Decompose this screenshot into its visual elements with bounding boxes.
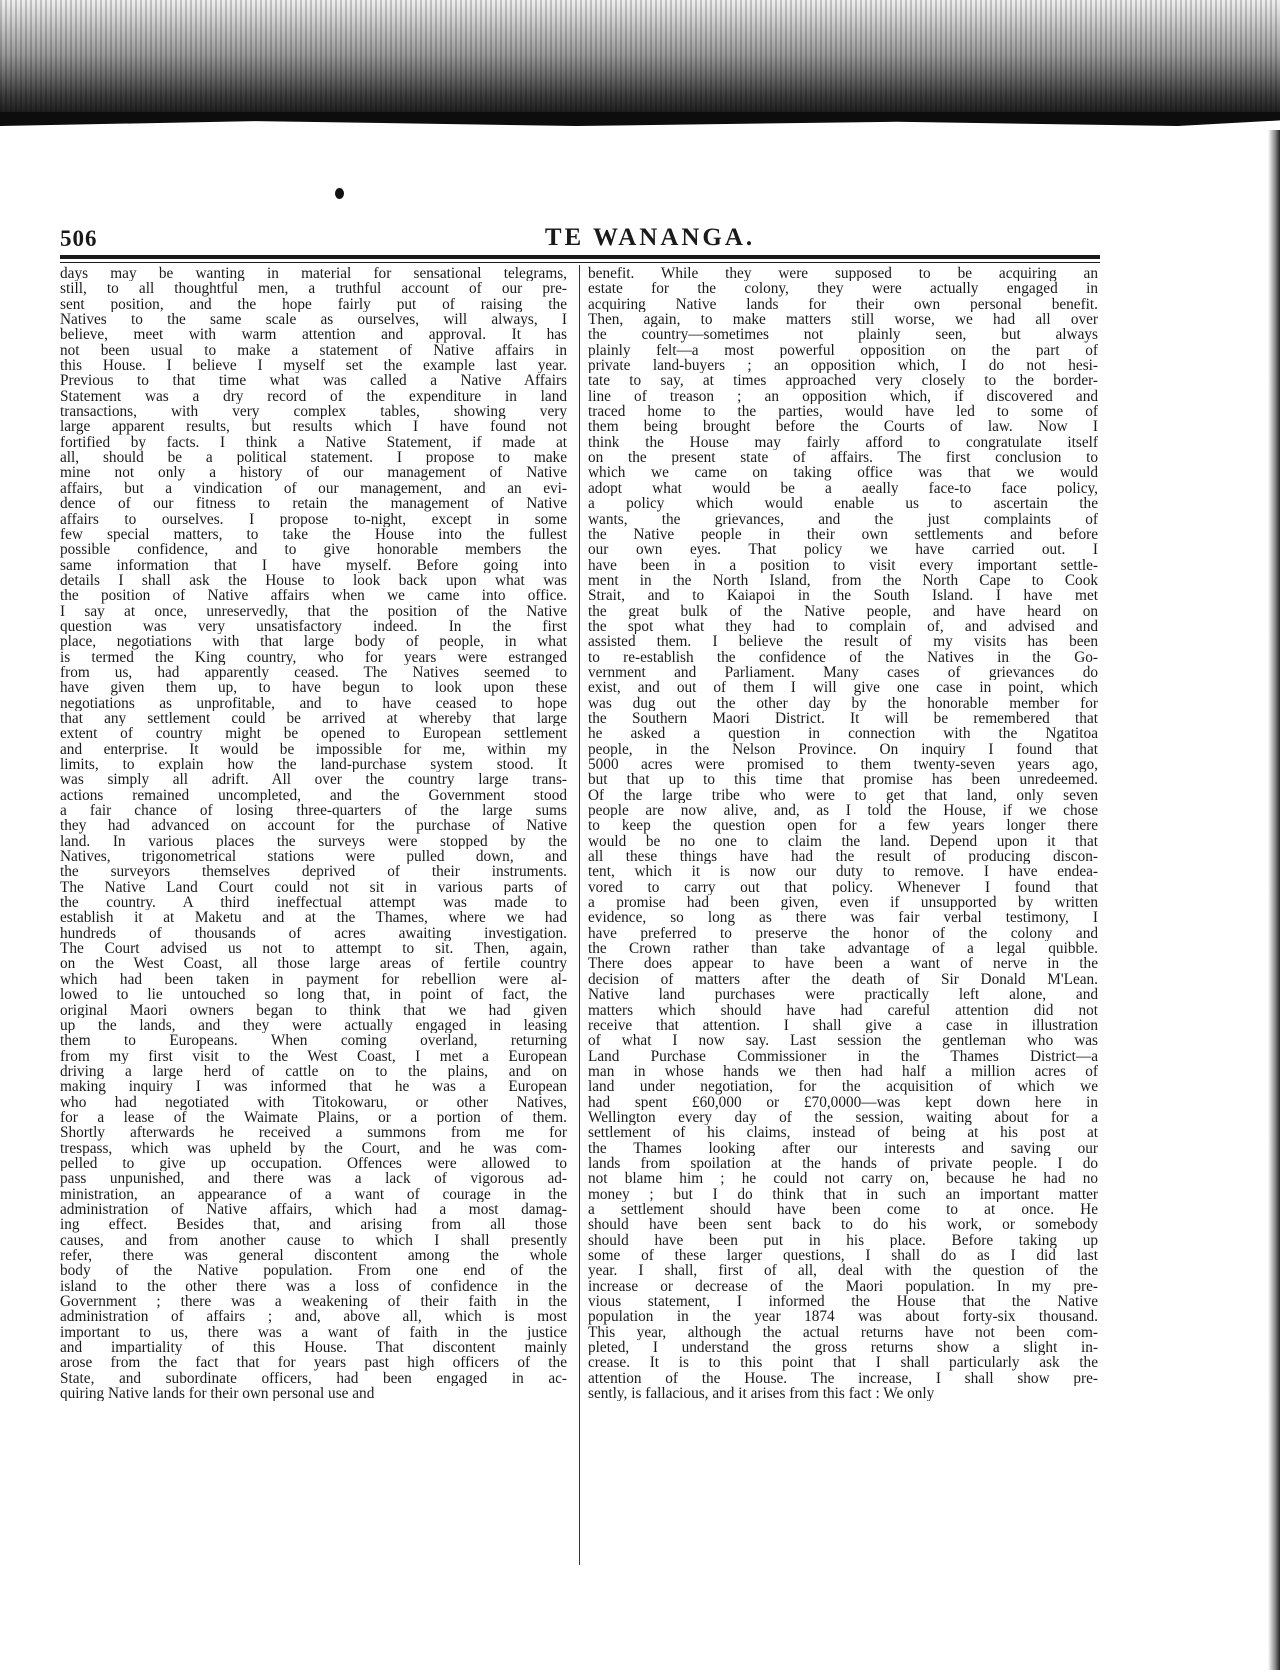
ink-blot: [335, 188, 344, 199]
publication-title: [0, 224, 1280, 252]
text-line: which had been taken in payment for rebellion were al-: [60, 971, 567, 988]
text-line: he asked a question in connection with the Ngatitoa: [588, 726, 1098, 742]
text-line: people are now alive, and, as I told the House, if we chose: [588, 803, 1098, 819]
text-line: body of the Native population. From one end of the: [60, 1263, 567, 1279]
text-line: making inquiry I was informed that he was a European: [60, 1079, 567, 1095]
text-line: have been in a position to visit every important settle-: [588, 557, 1098, 573]
text-line: Wellington every day of the session, waiting about for a: [588, 1109, 1098, 1126]
text-line: transactions, with very complex tables, showing very: [60, 404, 567, 420]
text-line: actions remained uncompleted, and the Government stood: [60, 787, 567, 804]
text-line: lowed to lie untouched so long that, in point of fact, the: [60, 987, 567, 1003]
scan-border-top: [0, 0, 1280, 120]
text-line: believe, meet with warm attention and approval. It has: [60, 327, 567, 343]
text-line: have preferred to preserve the honor of the colony and: [588, 925, 1098, 942]
text-line: receive that attention. I shall give a case in illustration: [588, 1017, 1098, 1034]
text-line: This year, although the actual returns have not been com-: [588, 1324, 1098, 1341]
text-line: trespass, which was upheld by the Court, and he was com-: [60, 1140, 567, 1156]
text-line: sent position, and the hope fairly put of raising the: [60, 296, 567, 313]
text-line: exist, and out of them I will give one case in point, which: [588, 680, 1098, 696]
text-line: 5000 acres were promised to them twenty-seven years ago,: [588, 757, 1098, 773]
text-line: ment in the North Island, from the North Cape to Cook: [588, 572, 1098, 589]
text-line: large apparent results, but results which I have found not: [60, 419, 567, 435]
text-line: quiring Native lands for their own personal use and: [60, 1386, 375, 1402]
text-line: to re-establish the confidence of the Natives in the Go-: [588, 649, 1098, 665]
text-line: is termed the King country, who for years were estranged: [60, 649, 567, 665]
text-line: causes, and from another cause to which I shall presently: [60, 1232, 567, 1248]
text-line: tate to say, at times approached very closely to the border-: [588, 373, 1098, 389]
text-line: Strait, and to Kaiapoi in the South Island. I have met: [588, 588, 1098, 604]
text-line: a fair chance of losing three-quarters of the large sums: [60, 803, 567, 819]
text-line: hundreds of thousands of acres awaiting investigation.: [60, 925, 567, 942]
text-line: Native land purchases were practically left alone, and: [588, 987, 1098, 1003]
text-line: State, and subordinate officers, had been engaged in ac-: [60, 1370, 567, 1387]
text-line: The Native Land Court could not sit in various parts of: [60, 879, 567, 896]
text-line: The Court advised us not to attempt to sit. Then, again,: [60, 941, 567, 957]
text-line: Natives to the same scale as ourselves, will always, I: [60, 312, 567, 328]
text-line: administration of affairs ; and, above all, which is most: [60, 1309, 567, 1325]
text-line: driving a large herd of cattle on to the plains, and on: [60, 1063, 567, 1080]
text-line: from my first visit to the West Coast, I met a European: [60, 1048, 567, 1064]
text-line: up the lands, and they were actually engaged in leasing: [60, 1017, 567, 1034]
text-line: land under negotiation, for the acquisition of which we: [588, 1079, 1098, 1095]
text-line: increase or decrease of the Maori population. In my pre-: [588, 1278, 1098, 1295]
text-line: the spot what they had to complain of, and advised and: [588, 618, 1098, 635]
text-line: on the West Coast, all those large areas of fertile country: [60, 956, 567, 972]
text-line: settlement of his claims, instead of being at his post at: [588, 1125, 1098, 1141]
text-line: limits, to explain how the land-purchase system stood. It: [60, 757, 567, 773]
text-line: still, to all thoughtful men, a truthful account of our pre-: [60, 281, 567, 297]
text-line: wants, the grievances, and the just complaints of: [588, 511, 1098, 527]
text-line: but that up to this time that promise has been unredeemed.: [588, 772, 1098, 788]
text-line: was dug out the other day by the honorable member for: [588, 695, 1098, 711]
text-line: matters which should have had careful attention did not: [588, 1002, 1098, 1018]
text-line: the Southern Maori District. It will be remembered that: [588, 710, 1098, 727]
text-line: lands from spoilation at the hands of private people. I do: [588, 1155, 1098, 1172]
text-line: same information that I have myself. Before going into: [60, 557, 567, 573]
text-line: decision of matters after the death of Sir Donald M'Lean.: [588, 971, 1098, 988]
text-line: people, in the Nelson Province. On inquiry I found that: [588, 741, 1098, 757]
text-line: Shortly afterwards he received a summons from me for: [60, 1125, 567, 1141]
text-line: establish it at Maketu and at the Thames, where we had: [60, 910, 567, 926]
text-line: affairs to ourselves. I propose to-night, except in some: [60, 511, 567, 527]
text-line: There does appear to have been a want of nerve in the: [588, 956, 1098, 972]
text-line: details I shall ask the House to look back upon what was: [60, 572, 567, 589]
text-line: I say at once, unreservedly, that the position of the Native: [60, 603, 567, 619]
text-line: population in the year 1874 was about forty-six thousand.: [588, 1309, 1098, 1325]
text-line: for a lease of the Waimate Plains, or a portion of them.: [60, 1109, 567, 1126]
text-line: this House. I believe I myself set the example last year.: [60, 358, 567, 374]
text-line: island to the other there was a loss of confidence in the: [60, 1278, 567, 1295]
text-line: a policy which would enable us to ascertain the: [588, 496, 1098, 512]
text-line: our own eyes. That policy we have carried out. I: [588, 542, 1098, 558]
text-line: pelled to give up occupation. Offences were allowed to: [60, 1155, 567, 1172]
text-line: vious statement, I informed the House that the Native: [588, 1294, 1098, 1310]
text-line: think the House may fairly afford to congratulate itself: [588, 434, 1098, 451]
text-line: Natives, trigonometrical stations were pulled down, and: [60, 849, 567, 865]
text-line: Then, again, to make matters still worse, we had all over: [588, 312, 1098, 328]
text-line: a promise had been given, even if unsupported by written: [588, 895, 1098, 911]
right-column: [588, 266, 1098, 1401]
text-line: the Crown rather than take advantage of a legal quibble.: [588, 941, 1098, 957]
text-line: not blame him ; he could not carry on, because he had no: [588, 1171, 1098, 1187]
text-line: to keep the question open for a few years longer there: [588, 818, 1098, 834]
text-line: few special matters, to take the House into the fullest: [60, 526, 567, 543]
text-line: mine not only a history of our management of Native: [60, 465, 567, 481]
text-line: extent of country might be opened to European settlement: [60, 726, 567, 742]
text-line: was simply all adrift. All over the country large trans-: [60, 772, 567, 788]
text-line: Previous to that time what was called a Native Affairs: [60, 373, 567, 389]
text-line: refer, there was general discontent among the whole: [60, 1248, 567, 1264]
text-line: crease. It is to this point that I shall particularly ask the: [588, 1355, 1098, 1371]
text-line: days may be wanting in material for sensational telegrams,: [60, 266, 567, 282]
text-line: question was very unsatisfactory indeed. In the first: [60, 618, 567, 635]
text-line: acquiring Native lands for their own personal benefit.: [588, 296, 1098, 313]
text-line: from us, had apparently ceased. The Natives seemed to: [60, 664, 567, 681]
text-line: arose from the fact that for years past high officers of the: [60, 1355, 567, 1371]
text-line: land. In various places the surveys were stopped by the: [60, 833, 567, 850]
text-line: fortified by facts. I think a Native Statement, if made at: [60, 434, 567, 451]
scan-border-edge: [0, 112, 1280, 126]
text-line: have given them up, to have begun to look upon these: [60, 680, 567, 696]
text-line: place, negotiations with that large body of people, in what: [60, 634, 567, 650]
text-line: possible confidence, and to give honorable members the: [60, 542, 567, 558]
text-line: affairs, but a vindication of our management, and an evi-: [60, 480, 567, 497]
header-rule-thick: [60, 255, 1100, 259]
text-line: assisted them. I believe the result of my visits has been: [588, 634, 1098, 650]
text-line: all, should be a political statement. I propose to make: [60, 450, 567, 466]
text-line: which we came on taking office was that we would: [588, 465, 1098, 481]
text-line: ing effect. Besides that, and arising from all those: [60, 1217, 567, 1233]
text-line: estate for the colony, they were actually engaged in: [588, 281, 1098, 297]
text-line: pass unpunished, and there was a lack of vigorous ad-: [60, 1171, 567, 1187]
page-edge-right: [1268, 130, 1280, 1670]
text-line: ministration, an appearance of a want of courage in the: [60, 1186, 567, 1202]
text-line: all these things have had the result of producing discon-: [588, 849, 1098, 865]
text-line: line of treason ; an opposition which, if discovered and: [588, 388, 1098, 405]
text-line: should have been put in his place. Before taking up: [588, 1232, 1098, 1248]
text-line: evidence, so long as there was fair verbal testimony, I: [588, 910, 1098, 926]
text-line: the Thames looking after our interests and saving our: [588, 1140, 1098, 1156]
text-line: original Maori owners began to think that we had given: [60, 1002, 567, 1018]
column-divider: [579, 265, 580, 1565]
publication-title-text: TE WANANGA.: [544, 224, 756, 251]
text-line: the country. A third ineffectual attempt was made to: [60, 895, 567, 911]
text-line: year. I shall, first of all, deal with the question of the: [588, 1263, 1098, 1279]
text-line: man in whose hands we then had half a million acres of: [588, 1063, 1098, 1080]
text-line: the position of Native affairs when we came into office.: [60, 588, 567, 604]
text-line: them to Europeans. When coming overland, returning: [60, 1033, 567, 1049]
text-line: they had advanced on account for the purchase of Native: [60, 818, 567, 834]
text-line: the country—sometimes not plainly seen, but always: [588, 327, 1098, 343]
text-line: attention of the House. The increase, I shall show pre-: [588, 1370, 1098, 1387]
text-line: vernment and Parliament. Many cases of grievances do: [588, 664, 1098, 681]
text-line: and impartiality of this House. That discontent mainly: [60, 1340, 567, 1356]
text-line: of what I now say. Last session the gentleman who was: [588, 1033, 1098, 1049]
text-line: adopt what would be a aeally face-to face policy,: [588, 480, 1098, 497]
text-line: traced home to the parties, would have led to some of: [588, 404, 1098, 420]
text-line: Government ; there was a weakening of their faith in the: [60, 1294, 567, 1310]
text-line: important to us, there was a want of faith in the justice: [60, 1324, 567, 1341]
text-line: vored to carry out that policy. Whenever I found that: [588, 879, 1098, 896]
text-line: Land Purchase Commissioner in the Thames District—a: [588, 1048, 1098, 1064]
text-line: who had negotiated with Titokowaru, or other Natives,: [60, 1094, 567, 1110]
header-rule-thin: [60, 262, 1100, 263]
text-line: plainly felt—a most powerful opposition on the part of: [588, 342, 1098, 359]
text-line: that any settlement could be arrived at whereby that large: [60, 710, 567, 727]
text-line: Of the large tribe who were to get that land, only seven: [588, 787, 1098, 804]
text-line: private land-buyers ; an opposition which, I do not hesi-: [588, 358, 1098, 374]
text-line: the surveyors themselves deprived of their instruments.: [60, 864, 567, 880]
text-line: negotiations as unprofitable, and to have ceased to hope: [60, 695, 567, 711]
text-line: Statement was a dry record of the expenditure in land: [60, 388, 567, 405]
text-line: should have been sent back to do his work, or somebody: [588, 1217, 1098, 1233]
text-line: money ; but I do think that in such an important matter: [588, 1186, 1098, 1202]
text-line: tent, which it is now our duty to remove. I have endea-: [588, 864, 1098, 880]
text-line: the great bulk of the Native people, and have heard on: [588, 603, 1098, 619]
left-column: [60, 266, 567, 1401]
text-line: dence of our fitness to retain the management of Native: [60, 496, 567, 512]
text-line: sently, is fallacious, and it arises from this fact : We only: [588, 1386, 935, 1402]
text-line: some of these larger questions, I shall do as I did last: [588, 1248, 1098, 1264]
page-number: 506: [60, 226, 98, 251]
text-line: a settlement should have been come to at once. He: [588, 1201, 1098, 1218]
text-line: would be no one to claim the land. Depend upon it that: [588, 833, 1098, 850]
text-line: administration of Native affairs, which had a most damag-: [60, 1201, 567, 1218]
text-line: the Native people in their own settlements and before: [588, 526, 1098, 543]
text-line: pleted, I understand the gross returns show a slight in-: [588, 1340, 1098, 1356]
text-line: on the present state of affairs. The first conclusion to: [588, 450, 1098, 466]
text-line: benefit. While they were supposed to be acquiring an: [588, 266, 1098, 282]
text-line: and enterprise. It would be impossible for me, within my: [60, 741, 567, 757]
text-line: had spent £60,000 or £70,0000—was kept down here in: [588, 1094, 1098, 1110]
text-line: them being brought before the Courts of law. Now I: [588, 419, 1098, 435]
text-line: not been usual to make a statement of Native affairs in: [60, 342, 567, 359]
